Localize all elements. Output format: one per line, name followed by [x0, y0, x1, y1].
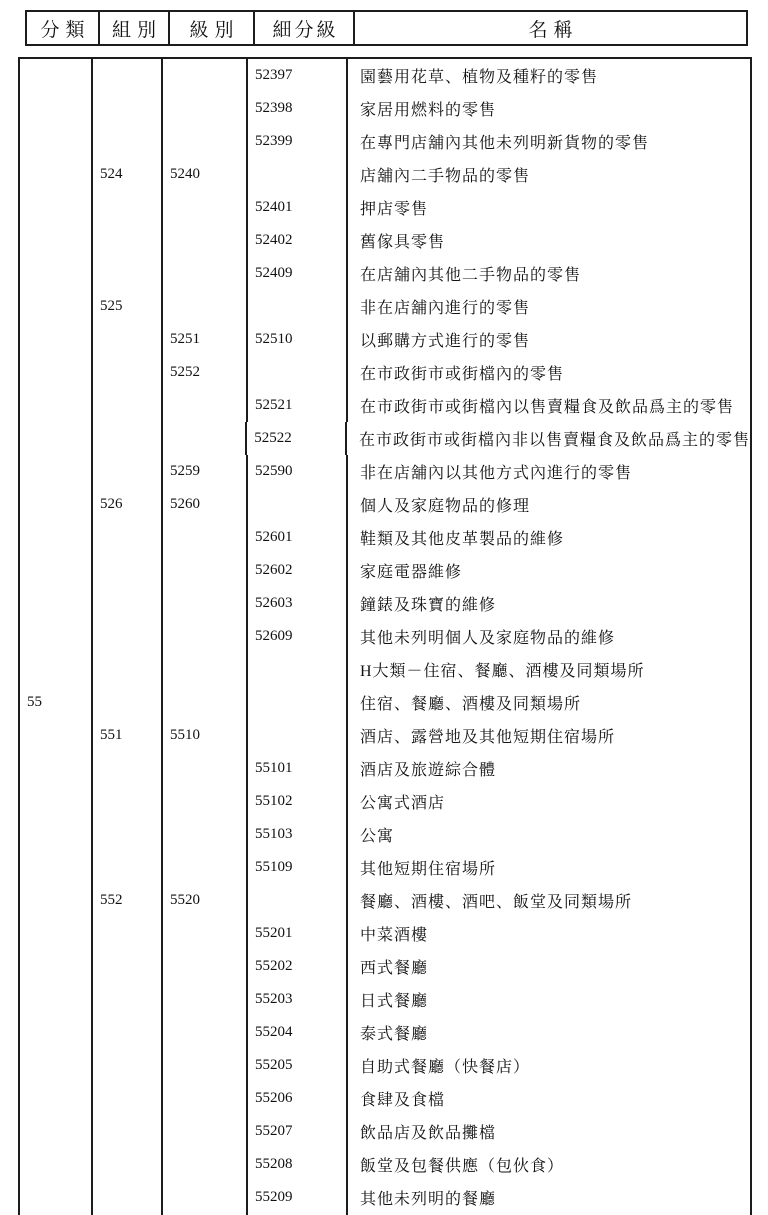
group-code-cell	[93, 785, 163, 818]
class-code-cell	[163, 389, 248, 422]
classification-code-cell	[20, 1082, 93, 1115]
classification-code-cell	[20, 455, 93, 488]
class-code-cell	[163, 983, 248, 1016]
group-code-cell	[93, 950, 163, 983]
subclass-code-cell: 55203	[248, 983, 348, 1016]
classification-table-body	[18, 57, 752, 1215]
subclass-code-cell	[248, 488, 348, 521]
class-code-cell	[163, 785, 248, 818]
table-row	[20, 785, 750, 818]
class-code-cell: 5510	[163, 719, 248, 752]
class-code-cell	[163, 1016, 248, 1049]
class-code-cell	[163, 587, 248, 620]
class-code-cell: 5240	[163, 158, 248, 191]
name-cell: 家庭電器維修	[360, 564, 463, 581]
table-row	[20, 92, 750, 125]
classification-code-cell	[20, 620, 93, 653]
subclass-code-cell: 55102	[248, 785, 348, 818]
table-row	[20, 1115, 750, 1148]
table-row	[20, 257, 750, 290]
classification-code-cell	[20, 1115, 93, 1148]
subclass-code-cell: 52601	[248, 521, 348, 554]
subclass-code-cell: 52402	[248, 224, 348, 257]
table-row	[20, 620, 750, 653]
classification-code-cell	[20, 851, 93, 884]
classification-code-cell	[20, 554, 93, 587]
subclass-code-cell: 52398	[248, 92, 348, 125]
table-row	[20, 752, 750, 785]
classification-code-cell: 55	[20, 686, 93, 719]
class-code-cell	[163, 686, 248, 719]
table-row	[20, 851, 750, 884]
group-code-cell	[93, 59, 163, 92]
group-code-cell	[93, 224, 163, 257]
classification-code-cell	[20, 950, 93, 983]
group-code-cell	[93, 1148, 163, 1181]
name-cell: 酒店、露營地及其他短期住宿場所	[360, 729, 616, 746]
subclass-code-cell: 55109	[248, 851, 348, 884]
class-code-cell	[163, 92, 248, 125]
subclass-code-cell: 55208	[248, 1148, 348, 1181]
subclass-code-cell	[248, 356, 348, 389]
classification-code-cell	[20, 356, 93, 389]
class-code-cell	[163, 1181, 248, 1214]
table-row	[20, 356, 750, 389]
group-code-cell	[93, 686, 163, 719]
subclass-code-cell: 55207	[248, 1115, 348, 1148]
class-code-cell: 5260	[163, 488, 248, 521]
subclass-code-cell: 55206	[248, 1082, 348, 1115]
class-code-cell: 5252	[163, 356, 248, 389]
group-code-cell	[93, 752, 163, 785]
name-cell: 飲品店及飲品攤檔	[360, 1125, 497, 1142]
name-cell: 鐘錶及珠寶的維修	[360, 597, 497, 614]
class-code-cell	[163, 554, 248, 587]
name-cell: 公寓	[360, 828, 395, 845]
group-code-cell	[93, 422, 163, 455]
table-row	[20, 389, 750, 422]
table-row	[20, 983, 750, 1016]
name-cell: 飯堂及包餐供應（包伙食）	[360, 1158, 565, 1175]
header-cell-name: 名稱	[528, 19, 579, 41]
table-row	[20, 422, 750, 455]
class-code-cell	[163, 257, 248, 290]
class-code-cell	[163, 950, 248, 983]
classification-code-cell	[20, 191, 93, 224]
name-cell: 園藝用花草、植物及種籽的零售	[360, 69, 599, 86]
subclass-code-cell: 55204	[248, 1016, 348, 1049]
group-code-cell	[93, 917, 163, 950]
classification-code-cell	[20, 59, 93, 92]
name-cell: 公寓式酒店	[360, 795, 446, 812]
classification-code-cell	[20, 1181, 93, 1214]
table-row	[20, 587, 750, 620]
name-cell: 自助式餐廳（快餐店）	[360, 1059, 531, 1076]
subclass-code-cell	[248, 686, 348, 719]
header-cell-class: 級別	[170, 12, 255, 44]
classification-code-cell	[20, 785, 93, 818]
table-row	[20, 653, 750, 686]
class-code-cell	[163, 620, 248, 653]
classification-code-cell	[20, 224, 93, 257]
group-code-cell	[93, 92, 163, 125]
name-cell: 店舖內二手物品的零售	[360, 168, 531, 185]
group-code-cell	[93, 851, 163, 884]
class-code-cell	[163, 422, 248, 455]
name-cell: H大類－住宿、餐廳、酒樓及同類場所	[360, 663, 645, 680]
table-row	[20, 521, 750, 554]
table-row	[20, 1082, 750, 1115]
name-cell: 在專門店舖內其他未列明新貨物的零售	[360, 135, 650, 152]
classification-code-cell	[20, 422, 93, 455]
class-code-cell	[163, 191, 248, 224]
subclass-code-cell: 52522	[247, 422, 347, 455]
classification-code-cell	[20, 521, 93, 554]
classification-code-cell	[20, 752, 93, 785]
classification-code-cell	[20, 1016, 93, 1049]
subclass-code-cell: 55202	[248, 950, 348, 983]
table-row	[20, 488, 750, 521]
classification-code-cell	[20, 884, 93, 917]
classification-code-cell	[20, 983, 93, 1016]
table-row	[20, 686, 750, 719]
classification-code-cell	[20, 323, 93, 356]
group-code-cell	[93, 653, 163, 686]
table-row	[20, 950, 750, 983]
subclass-code-cell: 52510	[248, 323, 348, 356]
group-code-cell	[93, 818, 163, 851]
group-code-cell	[93, 554, 163, 587]
subclass-code-cell: 52401	[248, 191, 348, 224]
table-row	[20, 1016, 750, 1049]
table-row	[20, 158, 750, 191]
class-code-cell	[163, 1049, 248, 1082]
subclass-code-cell: 55205	[248, 1049, 348, 1082]
subclass-code-cell: 52521	[248, 389, 348, 422]
group-code-cell	[93, 620, 163, 653]
classification-code-cell	[20, 125, 93, 158]
class-code-cell	[163, 917, 248, 950]
classification-code-cell	[20, 257, 93, 290]
name-cell: 西式餐廳	[360, 960, 429, 977]
class-code-cell	[163, 752, 248, 785]
table-row	[20, 59, 750, 92]
name-cell: 舊傢具零售	[360, 234, 446, 251]
table-row	[20, 818, 750, 851]
group-code-cell	[93, 587, 163, 620]
subclass-code-cell: 52409	[248, 257, 348, 290]
name-cell: 其他未列明的餐廳	[360, 1191, 497, 1208]
class-code-cell: 5259	[163, 455, 248, 488]
classification-code-cell	[20, 389, 93, 422]
name-cell: 非在店舖內進行的零售	[360, 300, 531, 317]
name-cell: 泰式餐廳	[360, 1026, 429, 1043]
header-cell-classification: 分類	[27, 12, 100, 44]
subclass-code-cell	[248, 719, 348, 752]
table-row	[20, 323, 750, 356]
name-cell: 住宿、餐廳、酒樓及同類場所	[360, 696, 582, 713]
header-cell-group: 組別	[100, 12, 170, 44]
table-row	[20, 191, 750, 224]
name-cell: 押店零售	[360, 201, 429, 218]
subclass-code-cell: 55201	[248, 917, 348, 950]
table-row	[20, 224, 750, 257]
name-cell: 家居用燃料的零售	[360, 102, 497, 119]
subclass-code-cell	[248, 884, 348, 917]
name-cell: 在市政街市或街檔內以售賣糧食及飲品爲主的零售	[360, 399, 735, 416]
group-code-cell	[93, 1181, 163, 1214]
class-code-cell	[163, 818, 248, 851]
subclass-code-cell: 52399	[248, 125, 348, 158]
table-row	[20, 719, 750, 752]
table-row	[20, 455, 750, 488]
name-cell: 在市政街市或街檔內非以售賣糧食及飲品爲主的零售	[358, 432, 750, 449]
class-code-cell	[163, 1082, 248, 1115]
name-cell: 鞋類及其他皮革製品的維修	[360, 531, 565, 548]
group-code-cell	[93, 1049, 163, 1082]
subclass-code-cell: 55209	[248, 1181, 348, 1214]
subclass-code-cell: 52603	[248, 587, 348, 620]
classification-code-cell	[20, 92, 93, 125]
table-row	[20, 554, 750, 587]
table-row	[20, 290, 750, 323]
group-code-cell	[93, 983, 163, 1016]
subclass-code-cell: 55101	[248, 752, 348, 785]
group-code-cell: 526	[93, 488, 163, 521]
name-cell: 非在店舖內以其他方式內進行的零售	[360, 465, 633, 482]
class-code-cell	[163, 521, 248, 554]
name-cell: 在市政街市或街檔內的零售	[360, 366, 565, 383]
name-cell: 其他短期住宿場所	[360, 861, 497, 878]
classification-table-header	[25, 10, 748, 46]
group-code-cell	[93, 455, 163, 488]
classification-code-cell	[20, 818, 93, 851]
group-code-cell: 551	[93, 719, 163, 752]
classification-code-cell	[20, 719, 93, 752]
group-code-cell	[93, 191, 163, 224]
class-code-cell	[163, 851, 248, 884]
classification-code-cell	[20, 653, 93, 686]
name-cell: 餐廳、酒樓、酒吧、飯堂及同類場所	[360, 894, 633, 911]
table-row	[20, 1181, 750, 1214]
table-row	[20, 125, 750, 158]
table-row	[20, 1049, 750, 1082]
group-code-cell	[93, 323, 163, 356]
group-code-cell: 552	[93, 884, 163, 917]
group-code-cell	[93, 356, 163, 389]
group-code-cell	[93, 257, 163, 290]
class-code-cell	[163, 653, 248, 686]
classification-code-cell	[20, 1049, 93, 1082]
subclass-code-cell: 52397	[248, 59, 348, 92]
group-code-cell	[93, 389, 163, 422]
name-cell: 在店舖內其他二手物品的零售	[360, 267, 582, 284]
name-cell: 個人及家庭物品的修理	[360, 498, 531, 515]
class-code-cell	[163, 224, 248, 257]
group-code-cell	[93, 1115, 163, 1148]
class-code-cell	[163, 125, 248, 158]
name-cell: 酒店及旅遊綜合體	[360, 762, 497, 779]
name-cell: 其他未列明個人及家庭物品的維修	[360, 630, 616, 647]
class-code-cell	[163, 290, 248, 323]
group-code-cell: 524	[93, 158, 163, 191]
class-code-cell	[163, 1148, 248, 1181]
classification-code-cell	[20, 290, 93, 323]
subclass-code-cell: 55103	[248, 818, 348, 851]
subclass-code-cell	[248, 158, 348, 191]
classification-code-cell	[20, 158, 93, 191]
classification-code-cell	[20, 587, 93, 620]
name-cell: 食肆及食檔	[360, 1092, 446, 1109]
class-code-cell: 5251	[163, 323, 248, 356]
subclass-code-cell: 52602	[248, 554, 348, 587]
name-cell: 日式餐廳	[360, 993, 429, 1010]
group-code-cell	[93, 1082, 163, 1115]
subclass-code-cell: 52609	[248, 620, 348, 653]
group-code-cell	[93, 125, 163, 158]
name-cell: 中菜酒樓	[360, 927, 429, 944]
classification-code-cell	[20, 1148, 93, 1181]
subclass-code-cell: 52590	[248, 455, 348, 488]
subclass-code-cell	[248, 653, 348, 686]
class-code-cell: 5520	[163, 884, 248, 917]
table-row	[20, 884, 750, 917]
classification-code-cell	[20, 917, 93, 950]
group-code-cell	[93, 521, 163, 554]
class-code-cell	[163, 1115, 248, 1148]
group-code-cell	[93, 1016, 163, 1049]
name-cell: 以郵購方式進行的零售	[360, 333, 531, 350]
table-row	[20, 917, 750, 950]
group-code-cell: 525	[93, 290, 163, 323]
table-row	[20, 1148, 750, 1181]
classification-code-cell	[20, 488, 93, 521]
class-code-cell	[163, 59, 248, 92]
header-cell-subclass: 細分級	[255, 12, 355, 44]
subclass-code-cell	[248, 290, 348, 323]
